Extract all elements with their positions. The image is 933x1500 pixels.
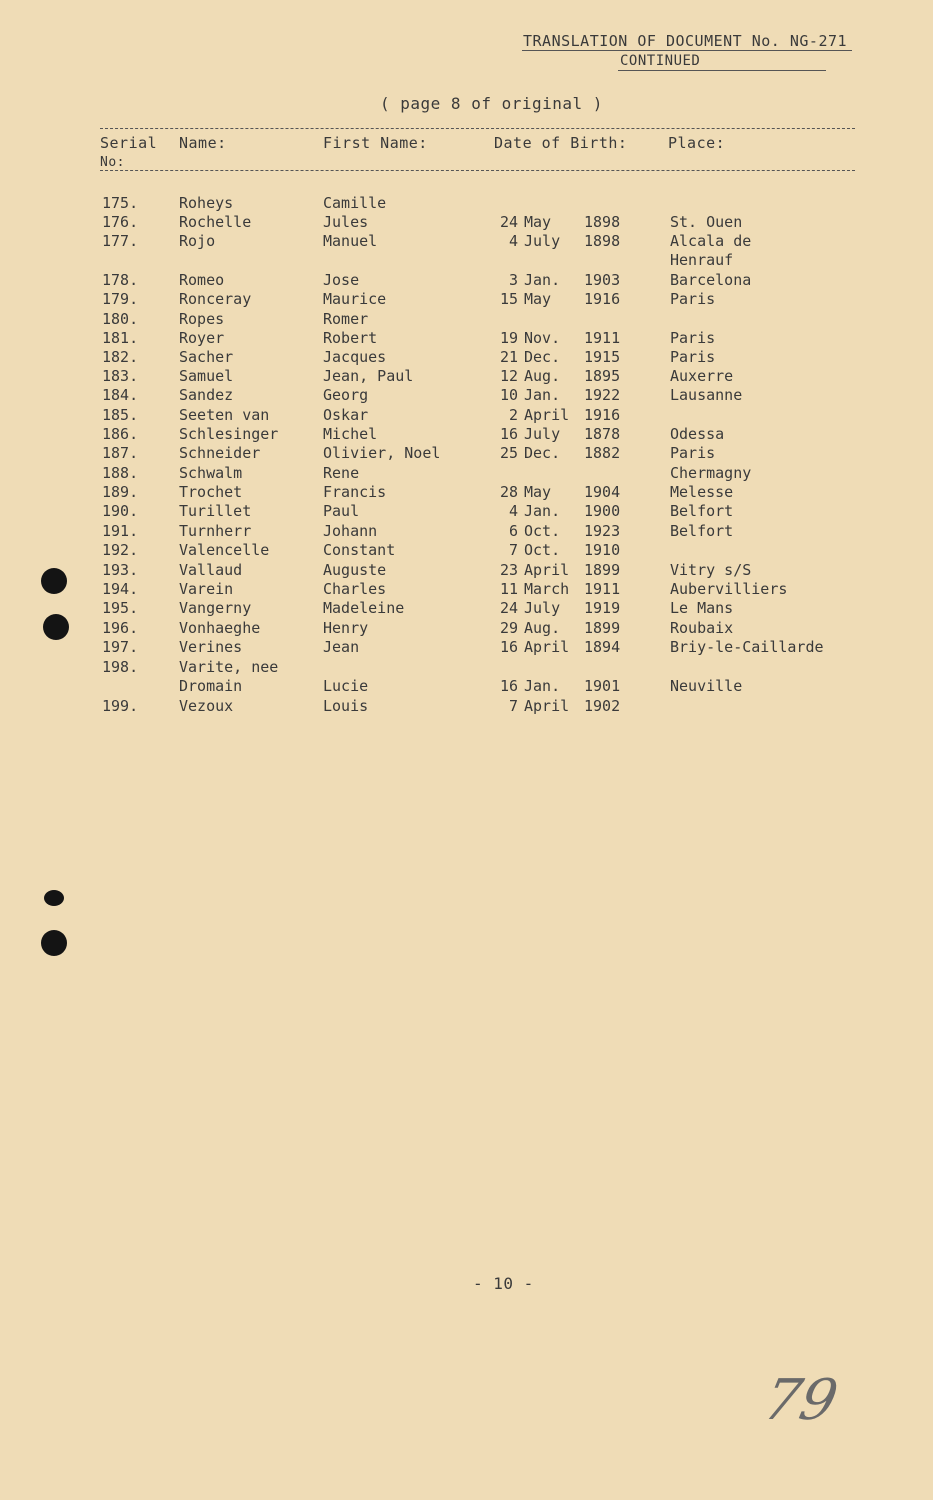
col-name: Name:: [179, 134, 227, 152]
first-name: Francis: [323, 483, 387, 501]
birth-day: 16: [499, 677, 518, 695]
first-name: Jean: [323, 638, 360, 656]
serial-number: 198.: [102, 658, 139, 676]
birth-place: Barcelona: [670, 271, 752, 289]
birth-month: May: [524, 213, 552, 231]
serial-number: 176.: [102, 213, 139, 231]
birth-day: 25: [499, 444, 518, 462]
birth-day: 24: [499, 213, 518, 231]
surname: Vallaud: [179, 561, 243, 579]
first-name: Charles: [323, 580, 387, 598]
birth-year: 1919: [584, 599, 621, 617]
birth-place: Lausanne: [670, 386, 743, 404]
birth-year: 1923: [584, 522, 621, 540]
birth-year: 1882: [584, 444, 621, 462]
serial-number: 175.: [102, 194, 139, 212]
continued-label: CONTINUED: [620, 53, 701, 69]
table-row: [0, 619, 933, 638]
table-row: [0, 541, 933, 560]
table-row: [0, 348, 933, 367]
surname: Varite, nee: [179, 658, 279, 676]
birth-day: 21: [499, 348, 518, 366]
serial-number: 183.: [102, 367, 139, 385]
serial-number: 177.: [102, 232, 139, 250]
birth-month: May: [524, 290, 552, 308]
surname: Roheys: [179, 194, 234, 212]
first-name: Jacques: [323, 348, 387, 366]
birth-year: 1911: [584, 580, 621, 598]
table-row: [0, 232, 933, 251]
birth-day: 11: [499, 580, 518, 598]
serial-number: 196.: [102, 619, 139, 637]
continued-underline: [618, 70, 826, 71]
surname: Rojo: [179, 232, 216, 250]
table-row: [0, 329, 933, 348]
birth-place: Belfort: [670, 522, 734, 540]
birth-year: 1898: [584, 213, 621, 231]
birth-year: 1899: [584, 619, 621, 637]
surname: Vangerny: [179, 599, 252, 617]
table-row: [0, 271, 933, 290]
birth-year: 1895: [584, 367, 621, 385]
birth-month: July: [524, 232, 561, 250]
birth-year: 1902: [584, 697, 621, 715]
birth-place: Chermagny: [670, 464, 752, 482]
surname: Seeten van: [179, 406, 270, 424]
birth-year: 1910: [584, 541, 621, 559]
birth-year: 1904: [584, 483, 621, 501]
serial-number: 190.: [102, 502, 139, 520]
punch-hole: [44, 890, 64, 906]
surname: Verines: [179, 638, 243, 656]
serial-number: 182.: [102, 348, 139, 366]
birth-month: Dec.: [524, 444, 561, 462]
birth-year: 1903: [584, 271, 621, 289]
birth-month: April: [524, 406, 570, 424]
birth-place: Briy-le-Caillarde: [670, 638, 824, 656]
birth-year: 1916: [584, 290, 621, 308]
birth-place: Paris: [670, 348, 716, 366]
serial-number: 188.: [102, 464, 139, 482]
birth-month: Jan.: [524, 271, 561, 289]
birth-place: Aubervilliers: [670, 580, 788, 598]
first-name: Henry: [323, 619, 369, 637]
table-row: [0, 561, 933, 580]
document-title: TRANSLATION OF DOCUMENT No. NG-271: [523, 32, 848, 50]
table-row: [0, 599, 933, 618]
surname: Rochelle: [179, 213, 252, 231]
birth-month: April: [524, 697, 570, 715]
first-name: Robert: [323, 329, 378, 347]
surname: Vezoux: [179, 697, 234, 715]
page-subtitle: ( page 8 of original ): [380, 94, 603, 113]
birth-place: Le Mans: [670, 599, 734, 617]
serial-number: 181.: [102, 329, 139, 347]
serial-number: 179.: [102, 290, 139, 308]
table-row: [0, 638, 933, 657]
birth-year: 1916: [584, 406, 621, 424]
serial-number: 178.: [102, 271, 139, 289]
birth-year: 1899: [584, 561, 621, 579]
birth-year: 1898: [584, 232, 621, 250]
table-row: [0, 425, 933, 444]
serial-number: 189.: [102, 483, 139, 501]
surname: Schneider: [179, 444, 261, 462]
first-name: Manuel: [323, 232, 378, 250]
birth-day: 4: [508, 232, 518, 250]
surname: Royer: [179, 329, 225, 347]
first-name: Olivier, Noel: [323, 444, 441, 462]
birth-year: 1901: [584, 677, 621, 695]
birth-month: Aug.: [524, 367, 561, 385]
first-name: Oskar: [323, 406, 369, 424]
first-name: Jose: [323, 271, 360, 289]
surname: Ropes: [179, 310, 225, 328]
birth-month: Jan.: [524, 502, 561, 520]
first-name: Michel: [323, 425, 378, 443]
surname: Schwalm: [179, 464, 243, 482]
serial-number: 192.: [102, 541, 139, 559]
page-number: - 10 -: [473, 1274, 534, 1293]
birth-year: 1878: [584, 425, 621, 443]
surname: Valencelle: [179, 541, 270, 559]
birth-month: Oct.: [524, 522, 561, 540]
first-name: Constant: [323, 541, 396, 559]
surname: Sacher: [179, 348, 234, 366]
birth-year: 1911: [584, 329, 621, 347]
serial-number: 193.: [102, 561, 139, 579]
birth-day: 23: [499, 561, 518, 579]
first-name: Paul: [323, 502, 360, 520]
birth-day: 28: [499, 483, 518, 501]
table-row: [0, 483, 933, 502]
birth-day: 15: [499, 290, 518, 308]
first-name: Georg: [323, 386, 369, 404]
surname: Schlesinger: [179, 425, 279, 443]
surname: Vonhaeghe: [179, 619, 261, 637]
first-name: Jules: [323, 213, 369, 231]
serial-number: 191.: [102, 522, 139, 540]
surname: Ronceray: [179, 290, 252, 308]
first-name: Madeleine: [323, 599, 405, 617]
surname: Turillet: [179, 502, 252, 520]
serial-number: 194.: [102, 580, 139, 598]
punch-hole: [41, 568, 67, 594]
table-row: [0, 290, 933, 309]
serial-number: 184.: [102, 386, 139, 404]
first-name: Lucie: [323, 677, 369, 695]
col-first-name: First Name:: [323, 134, 428, 152]
surname: Sandez: [179, 386, 234, 404]
table-row: [0, 444, 933, 463]
serial-number: 185.: [102, 406, 139, 424]
birth-month: Jan.: [524, 677, 561, 695]
punch-hole: [43, 614, 69, 640]
col-place: Place:: [668, 134, 726, 152]
table-row: [0, 658, 933, 677]
birth-day: 6: [508, 522, 518, 540]
serial-number: 197.: [102, 638, 139, 656]
birth-month: Aug.: [524, 619, 561, 637]
title-underline: [522, 50, 852, 51]
first-name: Auguste: [323, 561, 387, 579]
birth-month: Nov.: [524, 329, 561, 347]
birth-place: Henrauf: [670, 251, 734, 269]
header-rule-bottom: [100, 170, 855, 171]
birth-month: Dec.: [524, 348, 561, 366]
surname: Varein: [179, 580, 234, 598]
birth-year: 1922: [584, 386, 621, 404]
birth-day: 10: [499, 386, 518, 404]
surname: Turnherr: [179, 522, 252, 540]
col-serial-no: No:: [100, 155, 125, 170]
birth-place: Vitry s/S: [670, 561, 752, 579]
birth-day: 7: [508, 697, 518, 715]
birth-place: Alcala de: [670, 232, 752, 250]
birth-place: Paris: [670, 444, 716, 462]
serial-number: 195.: [102, 599, 139, 617]
punch-hole: [41, 930, 67, 956]
birth-day: 2: [508, 406, 518, 424]
birth-year: 1900: [584, 502, 621, 520]
first-name: Louis: [323, 697, 369, 715]
birth-day: 16: [499, 425, 518, 443]
birth-place: Roubaix: [670, 619, 734, 637]
table-row: [0, 677, 933, 696]
birth-year: 1915: [584, 348, 621, 366]
table-row: [0, 367, 933, 386]
first-name: Romer: [323, 310, 369, 328]
table-row: [0, 522, 933, 541]
birth-place: St. Ouen: [670, 213, 743, 231]
birth-month: Jan.: [524, 386, 561, 404]
birth-month: April: [524, 561, 570, 579]
surname: Dromain: [179, 677, 243, 695]
birth-day: 29: [499, 619, 518, 637]
birth-day: 4: [508, 502, 518, 520]
birth-day: 16: [499, 638, 518, 656]
first-name: Rene: [323, 464, 360, 482]
header-rule-top: [100, 128, 855, 129]
first-name: Maurice: [323, 290, 387, 308]
table-row: [0, 194, 933, 213]
birth-day: 7: [508, 541, 518, 559]
table-row: [0, 213, 933, 232]
serial-number: 180.: [102, 310, 139, 328]
first-name: Camille: [323, 194, 387, 212]
table-row: [0, 310, 933, 329]
serial-number: 186.: [102, 425, 139, 443]
birth-month: July: [524, 599, 561, 617]
birth-place: Belfort: [670, 502, 734, 520]
surname: Trochet: [179, 483, 243, 501]
birth-month: April: [524, 638, 570, 656]
birth-place: Odessa: [670, 425, 725, 443]
birth-place: Auxerre: [670, 367, 734, 385]
surname: Romeo: [179, 271, 225, 289]
table-row: [0, 697, 933, 716]
serial-number: 187.: [102, 444, 139, 462]
table-row: [0, 251, 933, 270]
birth-month: March: [524, 580, 570, 598]
birth-day: 24: [499, 599, 518, 617]
col-date-of-birth: Date of Birth:: [494, 134, 628, 152]
table-row: [0, 464, 933, 483]
birth-place: Paris: [670, 290, 716, 308]
birth-month: Oct.: [524, 541, 561, 559]
first-name: Johann: [323, 522, 378, 540]
birth-place: Melesse: [670, 483, 734, 501]
table-row: [0, 406, 933, 425]
first-name: Jean, Paul: [323, 367, 414, 385]
surname: Samuel: [179, 367, 234, 385]
birth-place: Paris: [670, 329, 716, 347]
table-row: [0, 580, 933, 599]
birth-day: 3: [508, 271, 518, 289]
table-row: [0, 386, 933, 405]
handwritten-folio-number: 79: [758, 1368, 844, 1433]
birth-day: 19: [499, 329, 518, 347]
birth-year: 1894: [584, 638, 621, 656]
col-serial: Serial: [100, 134, 158, 152]
table-row: [0, 502, 933, 521]
birth-month: July: [524, 425, 561, 443]
birth-month: May: [524, 483, 552, 501]
birth-day: 12: [499, 367, 518, 385]
serial-number: 199.: [102, 697, 139, 715]
birth-place: Neuville: [670, 677, 743, 695]
